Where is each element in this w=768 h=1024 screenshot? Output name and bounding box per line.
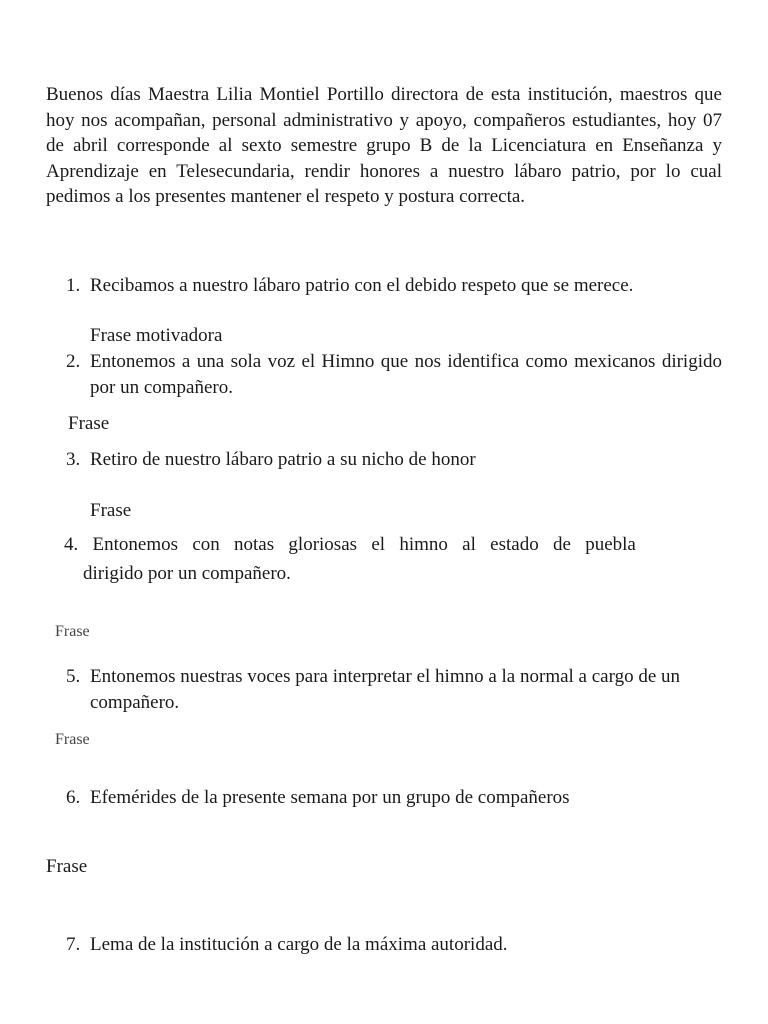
list-item-7 bbox=[66, 932, 722, 958]
list-item-4-word: con bbox=[192, 534, 220, 555]
frase-after-4: Frase bbox=[55, 623, 90, 640]
list-item-3-number: 3. bbox=[66, 449, 81, 470]
list-item-6-text: Efemérides de la presente semana por un grupo de compañeros bbox=[90, 787, 570, 808]
list-item-4-word: el bbox=[371, 534, 386, 555]
list-item-7-text: Lema de la institución a cargo de la máxima autoridad. bbox=[90, 934, 508, 955]
frase-motivadora: Frase motivadora bbox=[90, 325, 223, 346]
frase-after-5: Frase bbox=[55, 731, 90, 748]
list-item-1-text: Recibamos a nuestro lábaro patrio con el debido respeto que se merece. bbox=[90, 275, 634, 296]
list-item-5-text: Entonemos nuestras voces para interpretar el himno a la normal a cargo de un compañero. bbox=[90, 666, 681, 713]
list-item-4-word: de bbox=[552, 534, 571, 555]
list-item-4-word: himno bbox=[399, 534, 448, 555]
list-item-4 bbox=[64, 530, 636, 588]
list-item-4-word: gloriosas bbox=[288, 534, 358, 555]
list-item-1 bbox=[66, 273, 722, 299]
list-item-1-number: 1. bbox=[66, 275, 81, 296]
frase-after-2: Frase bbox=[68, 413, 110, 434]
list-item-4-number: 4. bbox=[64, 534, 79, 555]
list-item-2-number: 2. bbox=[66, 351, 81, 372]
list-item-4-line-2: dirigido por un compañero. bbox=[83, 563, 291, 584]
list-item-3 bbox=[66, 447, 722, 473]
list-item-5 bbox=[66, 664, 722, 715]
list-item-7-number: 7. bbox=[66, 934, 81, 955]
list-item-2-text: Entonemos a una sola voz el Himno que nos identifica como mexicanos dirigido por un compañero. bbox=[90, 351, 722, 398]
frase-after-6: Frase bbox=[46, 856, 88, 877]
list-item-4-word: notas bbox=[234, 534, 275, 555]
intro-paragraph: Buenos días Maestra Lilia Montiel Portillo directora de esta institución, maestros que hoy nos acompañan, personal administrativo y apoyo, compañeros estudiantes, hoy 07 de abril corresponde al sexto semestre grupo B de la Licenciatura en Enseñanza y Aprendizaje en Telesecundaria, rendir honores a nuestro lábaro patrio, por lo cual pedimos a los presentes mantener el respeto y postura correcta. bbox=[46, 84, 722, 208]
list-item-3-text: Retiro de nuestro lábaro patrio a su nicho de honor bbox=[90, 449, 476, 470]
list-item-6 bbox=[66, 785, 722, 811]
list-item-4-word: Entonemos bbox=[92, 534, 179, 555]
list-item-4-word: al bbox=[462, 534, 476, 555]
list-item-4-line-1 bbox=[64, 530, 636, 559]
list-item-6-number: 6. bbox=[66, 787, 81, 808]
list-item-4-word: puebla bbox=[585, 534, 636, 555]
list-item-5-number: 5. bbox=[66, 666, 81, 687]
frase-after-3: Frase bbox=[90, 500, 132, 521]
list-item-4-word: estado bbox=[490, 534, 539, 555]
list-item-2 bbox=[66, 349, 722, 400]
